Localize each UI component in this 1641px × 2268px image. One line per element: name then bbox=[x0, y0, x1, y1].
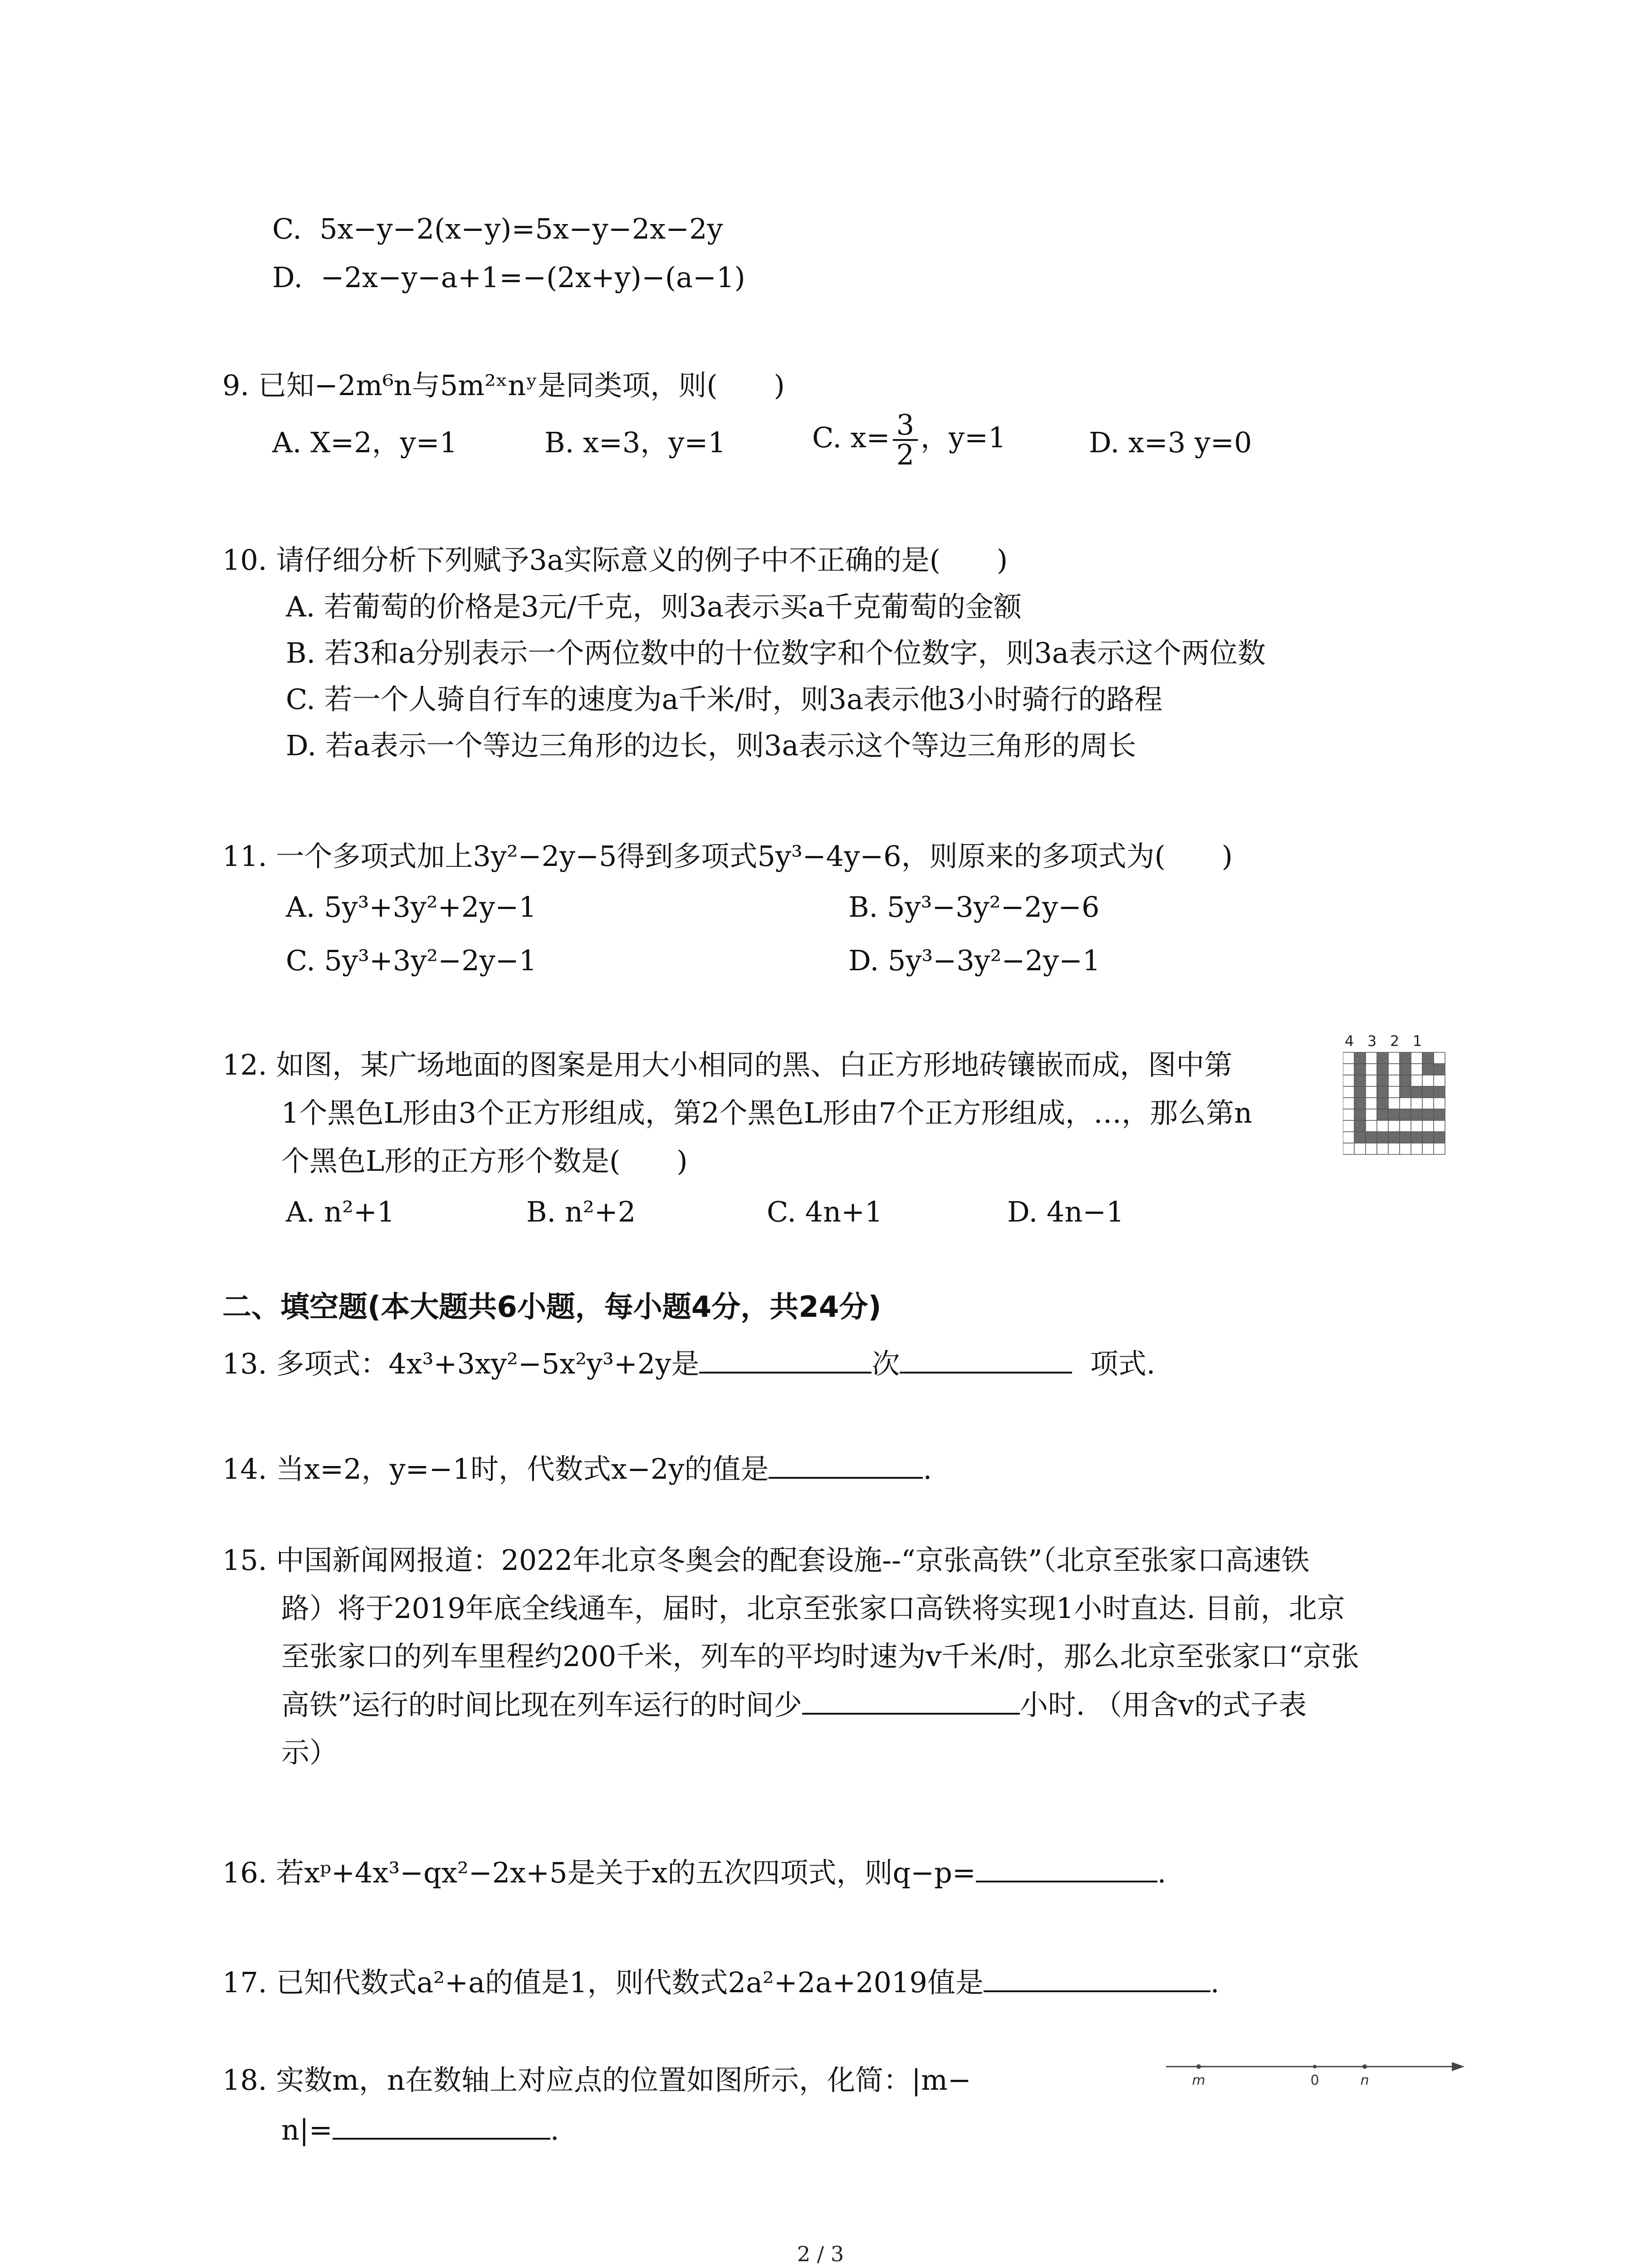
grid-tile bbox=[1411, 1143, 1422, 1154]
grid-tile bbox=[1366, 1143, 1377, 1154]
grid-tile bbox=[1411, 1052, 1422, 1064]
grid-tile bbox=[1388, 1086, 1400, 1098]
grid-tile bbox=[1411, 1098, 1422, 1109]
grid-tile bbox=[1343, 1109, 1354, 1120]
grid-tile bbox=[1434, 1086, 1445, 1098]
q15-line1: 15. 中国新闻网报道：2022年北京冬奥会的配套设施--“京张高铁”（北京至张家口高速铁 bbox=[222, 1544, 1310, 1577]
label-m: m bbox=[1192, 2072, 1205, 2088]
grid-tile bbox=[1411, 1075, 1422, 1086]
answer-blank-1[interactable] bbox=[699, 1345, 872, 1374]
grid-tile bbox=[1411, 1086, 1422, 1098]
grid-tile bbox=[1343, 1086, 1354, 1098]
grid-tile bbox=[1434, 1143, 1445, 1154]
grid-tile bbox=[1434, 1120, 1445, 1132]
q9-option-c: C. x= $\frac{3}{2}$ ，y=1 bbox=[812, 408, 1006, 471]
grid-tile bbox=[1343, 1143, 1354, 1154]
grid-tile bbox=[1388, 1143, 1400, 1154]
number-line-figure bbox=[1161, 2050, 1470, 2096]
grid-tile bbox=[1366, 1064, 1377, 1075]
grid-tile bbox=[1366, 1132, 1377, 1143]
grid-tile bbox=[1354, 1143, 1366, 1154]
q10-option-c: C. 若一个人骑自行车的速度为a千米/时，则3a表示他3小时骑行的路程 bbox=[286, 683, 1163, 716]
q13: 13. 多项式：4x³+3xy²−5x²y³+2y是 次 项式. bbox=[222, 1345, 1156, 1382]
grid-tile bbox=[1366, 1098, 1377, 1109]
grid-tile bbox=[1400, 1086, 1411, 1098]
grid-tile bbox=[1354, 1052, 1366, 1064]
q9-stem: 9. 已知−2m⁶n与5m²ˣnʸ是同类项，则( ) bbox=[222, 369, 785, 402]
grid-tile bbox=[1343, 1064, 1354, 1075]
q11-option-b: B. 5y³−3y²−2y−6 bbox=[848, 890, 1100, 924]
label-zero: 0 bbox=[1310, 2072, 1319, 2088]
q17: 17. 已知代数式a²+a的值是1，则代数式2a²+2a+2019值是 . bbox=[222, 1964, 1220, 2001]
grid-tile bbox=[1422, 1086, 1434, 1098]
grid-tile bbox=[1411, 1120, 1422, 1132]
grid-tile bbox=[1343, 1075, 1354, 1086]
q9-option-d: D. x=3 y=0 bbox=[1089, 426, 1252, 459]
grid-tile bbox=[1422, 1098, 1434, 1109]
grid-tile bbox=[1434, 1064, 1445, 1075]
q15-line4: 高铁”运行的时间比现在列车运行的时间少 小时. （用含v的式子表 bbox=[281, 1686, 1307, 1723]
grid-tile bbox=[1366, 1086, 1377, 1098]
figure-label-3: 3 bbox=[1367, 1032, 1377, 1050]
grid-tile bbox=[1388, 1075, 1400, 1086]
grid-tile bbox=[1411, 1132, 1422, 1143]
q12-option-b: B. n²+2 bbox=[526, 1195, 636, 1228]
grid-tile bbox=[1422, 1052, 1434, 1064]
grid-tile bbox=[1434, 1098, 1445, 1109]
grid-tile bbox=[1354, 1109, 1366, 1120]
answer-blank-2[interactable] bbox=[900, 1345, 1072, 1374]
point-zero bbox=[1313, 2065, 1317, 2068]
grid-tile bbox=[1377, 1098, 1388, 1109]
q10-option-d: D. 若a表示一个等边三角形的边长，则3a表示这个等边三角形的周长 bbox=[286, 729, 1136, 762]
grid-tile bbox=[1377, 1132, 1388, 1143]
q9-option-b: B. x=3，y=1 bbox=[544, 426, 726, 459]
grid-tile bbox=[1354, 1064, 1366, 1075]
q12-option-d: D. 4n−1 bbox=[1007, 1195, 1124, 1228]
q10-option-a: A. 若葡萄的价格是3元/千克，则3a表示买a千克葡萄的金额 bbox=[286, 590, 1022, 623]
answer-blank[interactable] bbox=[333, 2112, 550, 2140]
grid-tile bbox=[1354, 1086, 1366, 1098]
answer-blank[interactable] bbox=[802, 1686, 1020, 1715]
grid-tile bbox=[1343, 1052, 1354, 1064]
grid-tile bbox=[1400, 1120, 1411, 1132]
grid-tile bbox=[1400, 1098, 1411, 1109]
answer-blank[interactable] bbox=[769, 1451, 923, 1479]
section-2-title: 二、填空题(本大题共6小题，每小题4分，共24分) bbox=[222, 1290, 882, 1324]
q8-option-c: C. 5x−y−2(x−y)=5x−y−2x−2y bbox=[272, 212, 723, 245]
q14: 14. 当x=2，y=−1时，代数式x−2y的值是 . bbox=[222, 1451, 932, 1487]
grid-tile bbox=[1354, 1132, 1366, 1143]
grid-tile bbox=[1377, 1075, 1388, 1086]
grid-tile bbox=[1377, 1086, 1388, 1098]
grid-tile bbox=[1377, 1143, 1388, 1154]
grid-tile bbox=[1434, 1132, 1445, 1143]
grid-tile bbox=[1434, 1109, 1445, 1120]
q10-stem: 10. 请仔细分析下列赋予3a实际意义的例子中不正确的是( ) bbox=[222, 543, 1008, 577]
grid-tile bbox=[1422, 1120, 1434, 1132]
grid-tile bbox=[1343, 1120, 1354, 1132]
grid-tile bbox=[1366, 1052, 1377, 1064]
grid-tile bbox=[1343, 1132, 1354, 1143]
grid-tile bbox=[1354, 1098, 1366, 1109]
q10-option-b: B. 若3和a分别表示一个两位数中的十位数字和个位数字，则3a表示这个两位数 bbox=[286, 636, 1266, 670]
grid-tile bbox=[1422, 1075, 1434, 1086]
grid-tile bbox=[1411, 1064, 1422, 1075]
point-n bbox=[1362, 2064, 1367, 2069]
q18-line2: n|= . bbox=[281, 2112, 559, 2148]
q12-stem-line2: 1个黑色L形由3个正方形组成，第2个黑色L形由7个正方形组成，…，那么第n bbox=[281, 1096, 1253, 1129]
grid-tile bbox=[1377, 1109, 1388, 1120]
grid-tile bbox=[1434, 1052, 1445, 1064]
q9-option-a: A. X=2，y=1 bbox=[272, 426, 458, 459]
q11-option-d: D. 5y³−3y²−2y−1 bbox=[848, 944, 1101, 977]
grid-tile bbox=[1400, 1075, 1411, 1086]
fraction: $\frac{3}{2}$ bbox=[893, 411, 918, 469]
grid-tile bbox=[1434, 1075, 1445, 1086]
point-m bbox=[1196, 2064, 1201, 2069]
answer-blank[interactable] bbox=[984, 1964, 1210, 1992]
grid-tile bbox=[1422, 1132, 1434, 1143]
grid-tile bbox=[1400, 1109, 1411, 1120]
grid-tile bbox=[1400, 1132, 1411, 1143]
grid-tile bbox=[1400, 1064, 1411, 1075]
grid-tile bbox=[1354, 1075, 1366, 1086]
grid-tile bbox=[1354, 1120, 1366, 1132]
grid-tile bbox=[1422, 1064, 1434, 1075]
q11-option-a: A. 5y³+3y²+2y−1 bbox=[286, 890, 537, 924]
q12-option-a: A. n²+1 bbox=[286, 1195, 395, 1228]
grid-tile bbox=[1388, 1120, 1400, 1132]
label-n: n bbox=[1360, 2072, 1369, 2088]
figure-label-2: 2 bbox=[1390, 1032, 1400, 1050]
q8-option-d: D. −2x−y−a+1=−(2x+y)−(a−1) bbox=[272, 261, 745, 294]
grid-tile bbox=[1411, 1109, 1422, 1120]
grid-tile bbox=[1377, 1120, 1388, 1132]
q11-option-c: C. 5y³+3y²−2y−1 bbox=[286, 944, 537, 977]
q12-option-c: C. 4n+1 bbox=[767, 1195, 883, 1228]
q11-stem: 11. 一个多项式加上3y²−2y−5得到多项式5y³−4y−6，则原来的多项式为( ) bbox=[222, 840, 1233, 873]
grid-tile bbox=[1388, 1098, 1400, 1109]
grid-tile bbox=[1388, 1052, 1400, 1064]
q15-line2: 路）将于2019年底全线通车，届时，北京至张家口高铁将实现1小时直达. 目前，北京 bbox=[281, 1592, 1345, 1625]
page-number: 2 / 3 bbox=[797, 2242, 844, 2266]
grid-tile bbox=[1366, 1075, 1377, 1086]
arrow-head-icon bbox=[1452, 2062, 1465, 2071]
grid-tile bbox=[1400, 1052, 1411, 1064]
q16: 16. 若xᵖ+4x³−qx²−2x+5是关于x的五次四项式，则q−p= . bbox=[222, 1854, 1166, 1891]
figure-label-1: 1 bbox=[1412, 1032, 1422, 1050]
answer-blank[interactable] bbox=[976, 1854, 1157, 1882]
grid-tile bbox=[1388, 1064, 1400, 1075]
grid-tile bbox=[1366, 1109, 1377, 1120]
grid-tile bbox=[1377, 1064, 1388, 1075]
q15-line3: 至张家口的列车里程约200千米，列车的平均时速为v千米/时，那么北京至张家口“京张 bbox=[281, 1640, 1359, 1673]
q15-line5: 示） bbox=[281, 1736, 338, 1769]
grid-tile bbox=[1377, 1052, 1388, 1064]
grid-tile bbox=[1422, 1143, 1434, 1154]
figure-label-4: 4 bbox=[1344, 1032, 1354, 1050]
grid-tile bbox=[1366, 1120, 1377, 1132]
grid-tile bbox=[1343, 1098, 1354, 1109]
grid-tile bbox=[1388, 1132, 1400, 1143]
grid-tile bbox=[1422, 1109, 1434, 1120]
q12-stem-line1: 12. 如图，某广场地面的图案是用大小相同的黑、白正方形地砖镶嵌而成，图中第 bbox=[222, 1048, 1233, 1081]
grid-tile bbox=[1388, 1109, 1400, 1120]
q12-stem-line3: 个黑色L形的正方形个数是( ) bbox=[281, 1144, 688, 1178]
grid-tile bbox=[1400, 1143, 1411, 1154]
q18-line1: 18. 实数m，n在数轴上对应点的位置如图所示，化简：|m− bbox=[222, 2063, 971, 2097]
tile-grid bbox=[1343, 1052, 1445, 1154]
l-shape-tile-figure bbox=[1343, 1030, 1452, 1166]
